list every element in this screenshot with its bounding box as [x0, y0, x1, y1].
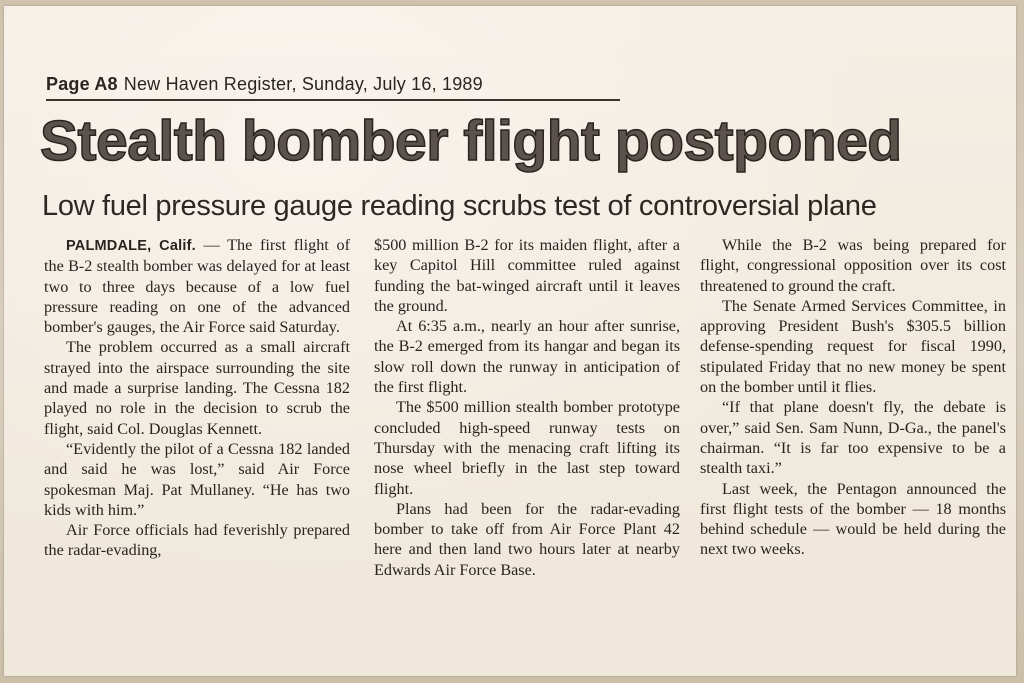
paragraph: Air Force officials had feverishly prepared the radar-evading, [44, 521, 350, 560]
paragraph: “If that plane doesn't fly, the debate is over,” said Sen. Sam Nunn, D-Ga., the panel's chairman. “It is far too expensive to be a stealth taxi.” [700, 398, 1006, 478]
paragraph: The $500 million stealth bomber prototype concluded high-speed runway tests on Thursday with the menacing craft lifting its nose wheel briefly in the last step toward flight. [374, 398, 680, 498]
paragraph: $500 million B-2 for its maiden flight, after a key Capitol Hill committee ruled against funding the bat-winged aircraft until it leaves the ground. [374, 236, 680, 315]
paragraph: While the B-2 was being prepared for flight, congressional opposition over its cost threatened to ground the craft. [700, 236, 1006, 295]
paragraph: The problem occurred as a small aircraft strayed into the airspace surrounding the site and made a surprise landing. The Cessna 182 played no role in the decision to scrub the flight, said Col. Douglas Kennett. [44, 338, 350, 438]
paragraph [44, 235, 350, 337]
article-column-2 [374, 235, 680, 580]
article-column-1 [44, 235, 350, 561]
paper-name-date: New Haven Register, Sunday, July 16, 1989 [123, 74, 483, 94]
paragraph: Last week, the Pentagon announced the first flight tests of the bomber — 18 months behind schedule — would be held during the next two weeks. [700, 479, 1006, 559]
paragraph: At 6:35 a.m., nearly an hour after sunrise, the B-2 emerged from its hangar and began its slow roll down the runway in anticipation of the first flight. [374, 317, 680, 397]
headline: Stealth bomber flight postponed [40, 109, 902, 173]
paragraph-text: — The first flight of the B-2 stealth bomber was delayed for at least two to three days because of a low fuel pressure reading on one of the advanced bomber's gauges, the Air Force said Saturday. [44, 236, 350, 337]
paragraph: Plans had been for the radar-evading bomber to take off from Air Force Plant 42 here and then land two hours later at nearby Edwards Air Force Base. [374, 499, 680, 579]
page-dateline [46, 74, 483, 95]
subheadline: Low fuel pressure gauge reading scrubs test of controversial plane [42, 190, 877, 222]
paragraph: “Evidently the pilot of a Cessna 182 landed and said he was lost,” said Air Force spokesman Maj. Pat Mullaney. “He has two kids with him.” [44, 439, 350, 519]
story-dateline: PALMDALE, Calif. [66, 238, 196, 254]
page-number: Page A8 [46, 74, 118, 94]
article-column-3 [700, 235, 1006, 560]
paragraph: The Senate Armed Services Committee, in approving President Bush's $305.5 billion defense-spending request for fiscal 1990, stipulated Friday that no new money be spent on the bomber until it flies. [700, 296, 1006, 397]
dateline-rule [46, 99, 620, 101]
